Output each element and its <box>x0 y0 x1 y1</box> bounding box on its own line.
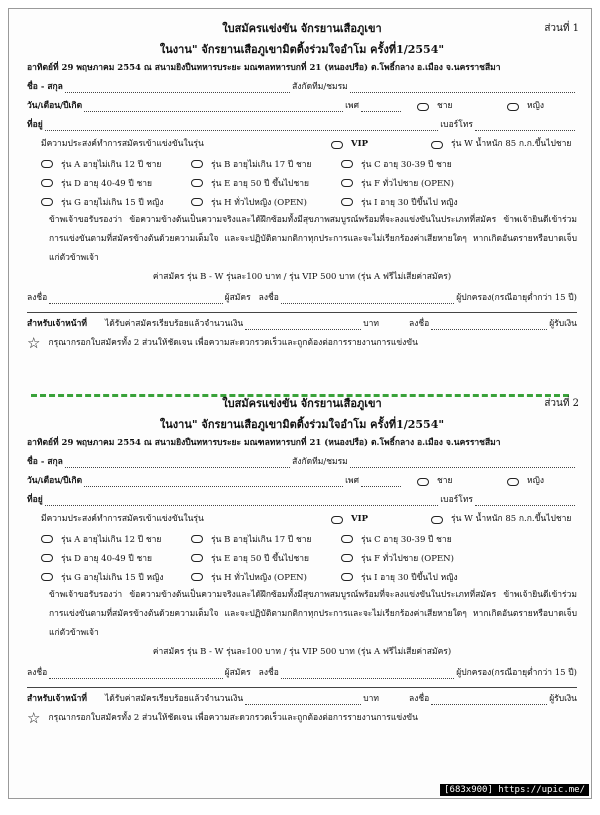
guardian-sign-field[interactable] <box>281 669 454 679</box>
form-title: ใบสมัครแข่งขัน จักรยานเสือภูเขา <box>222 22 382 35</box>
address-label: ที่อยู่ <box>27 120 43 130</box>
star-icon: ☆ <box>27 334 41 352</box>
amount-field[interactable] <box>245 695 361 705</box>
form-part-2 <box>9 384 591 779</box>
category-e-checkbox[interactable] <box>191 554 203 562</box>
sex-label: เพศ <box>345 476 359 486</box>
category-f-label: รุ่น F ทั่วไปชาย (OPEN) <box>361 553 454 564</box>
baht-label: บาท <box>363 319 379 329</box>
vip-label: VIP <box>351 139 368 149</box>
category-a-label: รุ่น A อายุไม่เกิน 12 ปี ชาย <box>61 159 162 170</box>
address-label: ที่อยู่ <box>27 495 43 505</box>
sign-label-3: ลงชื่อ <box>408 694 430 704</box>
category-d-label: รุ่น D อายุ 40-49 ปี ชาย <box>61 178 152 189</box>
category-d-label: รุ่น D อายุ 40-49 ปี ชาย <box>61 553 152 564</box>
applicant-sign-field[interactable] <box>49 669 222 679</box>
category-a-checkbox[interactable] <box>41 535 53 543</box>
name-label: ชื่อ - สกุล <box>27 457 63 467</box>
female-checkbox[interactable] <box>507 478 519 486</box>
category-g-label: รุ่น G อายุไม่เกิน 15 ปี หญิง <box>61 197 164 208</box>
team-field[interactable] <box>350 458 575 468</box>
team-label: สังกัดทีม/ชมรม <box>292 82 348 92</box>
phone-label: เบอร์โทร <box>440 495 473 505</box>
form-title: ใบสมัครแข่งขัน จักรยานเสือภูเขา <box>222 397 382 410</box>
category-e-checkbox[interactable] <box>191 179 203 187</box>
category-f-checkbox[interactable] <box>341 179 353 187</box>
receiver-sign-field[interactable] <box>431 695 547 705</box>
star-icon: ☆ <box>27 709 41 727</box>
category-d-checkbox[interactable] <box>41 554 53 562</box>
w-category-label: รุ่น W น้ำหนัก 85 ก.ก.ขึ้นไปชาย <box>451 514 572 524</box>
category-g-label: รุ่น G อายุไม่เกิน 15 ปี หญิง <box>61 572 164 583</box>
w-category-label: รุ่น W น้ำหนัก 85 ก.ก.ขึ้นไปชาย <box>451 139 572 149</box>
phone-label: เบอร์โทร <box>440 120 473 130</box>
category-b-label: รุ่น B อายุไม่เกิน 17 ปี ชาย <box>211 159 312 170</box>
fee-text: ค่าสมัคร รุ่น B - W รุ่นละ100 บาท / รุ่น VIP 500 บาท (รุ่น A ฟรีไม่เสียค่าสมัคร) <box>152 647 452 657</box>
event-title: ในงาน" จักรยานเสือภูเขามิตติ้งร่วมใจอำโม ครั้งที่1/2554" <box>159 418 445 431</box>
sign-label-3: ลงชื่อ <box>408 319 430 329</box>
sex-field[interactable] <box>361 477 401 487</box>
category-h-checkbox[interactable] <box>191 573 203 581</box>
part-label: ส่วนที่ 2 <box>544 398 579 409</box>
phone-field[interactable] <box>475 496 575 506</box>
guardian-label: ผู้ปกครอง(กรณีอายุต่ำกว่า 15 ปี) <box>456 293 577 303</box>
male-checkbox[interactable] <box>417 103 429 111</box>
category-c-label: รุ่น C อายุ 30-39 ปี ชาย <box>361 534 452 545</box>
category-i-checkbox[interactable] <box>341 573 353 581</box>
amount-field[interactable] <box>245 320 361 330</box>
part-label: ส่วนที่ 1 <box>544 23 579 34</box>
application-page <box>8 8 592 799</box>
category-options <box>27 154 577 211</box>
category-i-checkbox[interactable] <box>341 198 353 206</box>
category-d-checkbox[interactable] <box>41 179 53 187</box>
name-field[interactable] <box>65 458 290 468</box>
event-title: ในงาน" จักรยานเสือภูเขามิตติ้งร่วมใจอำโม ครั้งที่1/2554" <box>159 43 445 56</box>
category-i-label: รุ่น I อายุ 30 ปีขึ้นไป หญิง <box>361 197 458 208</box>
phone-field[interactable] <box>475 121 575 131</box>
category-e-label: รุ่น E อายุ 50 ปี ขึ้นไปชาย <box>211 553 309 564</box>
received-label: ได้รับค่าสมัครเรียบร้อยแล้วจำนวนเงิน <box>105 319 244 329</box>
category-f-checkbox[interactable] <box>341 554 353 562</box>
w-category-checkbox[interactable] <box>431 516 443 524</box>
vip-label: VIP <box>351 514 368 524</box>
category-options <box>27 529 577 586</box>
event-date-venue: อาทิตย์ที่ 29 พฤษภาคม 2554 ณ สนามยิงปืนทหารบระยะ มณฑลทหารบกที่ 21 (หนองปรือ) ต.โพธิ์กลาง อ.เมือง จ.นครราชสีมา <box>27 63 501 73</box>
birthdate-label: วัน/เดือน/ปีเกิด <box>27 101 83 111</box>
category-g-checkbox[interactable] <box>41 198 53 206</box>
team-field[interactable] <box>350 83 575 93</box>
applicant-label: ผู้สมัคร <box>224 293 251 303</box>
receiver-label: ผู้รับเงิน <box>549 694 577 704</box>
category-e-label: รุ่น E อายุ 50 ปี ขึ้นไปชาย <box>211 178 309 189</box>
sign-label-2: ลงชื่อ <box>258 668 279 678</box>
category-g-checkbox[interactable] <box>41 573 53 581</box>
received-label: ได้รับค่าสมัครเรียบร้อยแล้วจำนวนเงิน <box>105 694 244 704</box>
receiver-label: ผู้รับเงิน <box>549 319 577 329</box>
receiver-sign-field[interactable] <box>431 320 547 330</box>
form-part-1 <box>9 9 591 384</box>
image-host-watermark: [683x900] https://upic.me/ <box>440 784 589 796</box>
address-field[interactable] <box>45 121 439 131</box>
name-field[interactable] <box>65 83 290 93</box>
category-a-checkbox[interactable] <box>41 160 53 168</box>
sex-label: เพศ <box>345 101 359 111</box>
sex-field[interactable] <box>361 102 401 112</box>
category-intent-label: มีความประสงค์ทำการสมัครเข้าแข่งขันในรุ่น <box>41 139 204 149</box>
team-label: สังกัดทีม/ชมรม <box>292 457 348 467</box>
fee-text: ค่าสมัคร รุ่น B - W รุ่นละ100 บาท / รุ่น VIP 500 บาท (รุ่น A ฟรีไม่เสียค่าสมัคร) <box>152 272 452 282</box>
sign-label: ลงชื่อ <box>27 293 48 303</box>
name-label: ชื่อ - สกุล <box>27 82 63 92</box>
staff-label: สำหรับเจ้าหน้าที่ <box>27 694 87 704</box>
birthdate-field[interactable] <box>84 102 343 112</box>
guardian-label: ผู้ปกครอง(กรณีอายุต่ำกว่า 15 ปี) <box>456 668 577 678</box>
sign-label-2: ลงชื่อ <box>258 293 279 303</box>
category-c-checkbox[interactable] <box>341 160 353 168</box>
category-intent-label: มีความประสงค์ทำการสมัครเข้าแข่งขันในรุ่น <box>41 514 204 524</box>
declaration-text: ข้าพเจ้าขอรับรองว่า ข้อความข้างต้นเป็นความจริงและได้ฝึกซ้อมทั้งมีสุขภาพสมบูรณ์พร้อมที่จะลงแข่งขันในประเภทที่สมัคร ข้าพเจ้ายินดีเข้าร่วมการแข่งขันตามที่สมัครข้างต้นด้วยความเต็มใจ และจะปฏิบัติตามกติกาทุกประการและจะไม่เรียกร้องค่าเสียหายใดๆ หากเกิดอันตรายหรือบาดเจ็บแก่ตัวข้าพเจ้า <box>49 215 577 263</box>
category-c-checkbox[interactable] <box>341 535 353 543</box>
baht-label: บาท <box>363 694 379 704</box>
male-checkbox[interactable] <box>417 478 429 486</box>
female-checkbox[interactable] <box>507 103 519 111</box>
category-a-label: รุ่น A อายุไม่เกิน 12 ปี ชาย <box>61 534 162 545</box>
category-i-label: รุ่น I อายุ 30 ปีขึ้นไป หญิง <box>361 572 458 583</box>
birthdate-label: วัน/เดือน/ปีเกิด <box>27 476 83 486</box>
category-f-label: รุ่น F ทั่วไปชาย (OPEN) <box>361 178 454 189</box>
male-label: ชาย <box>437 101 453 111</box>
female-label: หญิง <box>527 101 544 111</box>
guardian-sign-field[interactable] <box>281 294 454 304</box>
female-label: หญิง <box>527 476 544 486</box>
category-h-checkbox[interactable] <box>191 198 203 206</box>
declaration-text: ข้าพเจ้าขอรับรองว่า ข้อความข้างต้นเป็นความจริงและได้ฝึกซ้อมทั้งมีสุขภาพสมบูรณ์พร้อมที่จะลงแข่งขันในประเภทที่สมัคร ข้าพเจ้ายินดีเข้าร่วมการแข่งขันตามที่สมัครข้างต้นด้วยความเต็มใจ และจะปฏิบัติตามกติกาทุกประการและจะไม่เรียกร้องค่าเสียหายใดๆ หากเกิดอันตรายหรือบาดเจ็บแก่ตัวข้าพเจ้า <box>49 590 577 638</box>
vip-checkbox[interactable] <box>331 516 343 524</box>
note-text: กรุณากรอกใบสมัครทั้ง 2 ส่วนให้ชัดเจน เพื่อความสะดวกรวดเร็วและถูกต้องต่อการรายงานการแข่งขัน <box>48 338 418 348</box>
category-b-label: รุ่น B อายุไม่เกิน 17 ปี ชาย <box>211 534 312 545</box>
birthdate-field[interactable] <box>84 477 343 487</box>
event-date-venue: อาทิตย์ที่ 29 พฤษภาคม 2554 ณ สนามยิงปืนทหารบระยะ มณฑลทหารบกที่ 21 (หนองปรือ) ต.โพธิ์กลาง อ.เมือง จ.นครราชสีมา <box>27 438 501 448</box>
staff-label: สำหรับเจ้าหน้าที่ <box>27 319 87 329</box>
male-label: ชาย <box>437 476 453 486</box>
note-text: กรุณากรอกใบสมัครทั้ง 2 ส่วนให้ชัดเจน เพื่อความสะดวกรวดเร็วและถูกต้องต่อการรายงานการแข่งขัน <box>48 713 418 723</box>
category-h-label: รุ่น H ทั่วไปหญิง (OPEN) <box>211 572 307 583</box>
applicant-label: ผู้สมัคร <box>224 668 251 678</box>
category-b-checkbox[interactable] <box>191 535 203 543</box>
sign-label: ลงชื่อ <box>27 668 48 678</box>
category-h-label: รุ่น H ทั่วไปหญิง (OPEN) <box>211 197 307 208</box>
applicant-sign-field[interactable] <box>49 294 222 304</box>
category-b-checkbox[interactable] <box>191 160 203 168</box>
category-c-label: รุ่น C อายุ 30-39 ปี ชาย <box>361 159 452 170</box>
address-field[interactable] <box>45 496 439 506</box>
w-category-checkbox[interactable] <box>431 141 443 149</box>
vip-checkbox[interactable] <box>331 141 343 149</box>
